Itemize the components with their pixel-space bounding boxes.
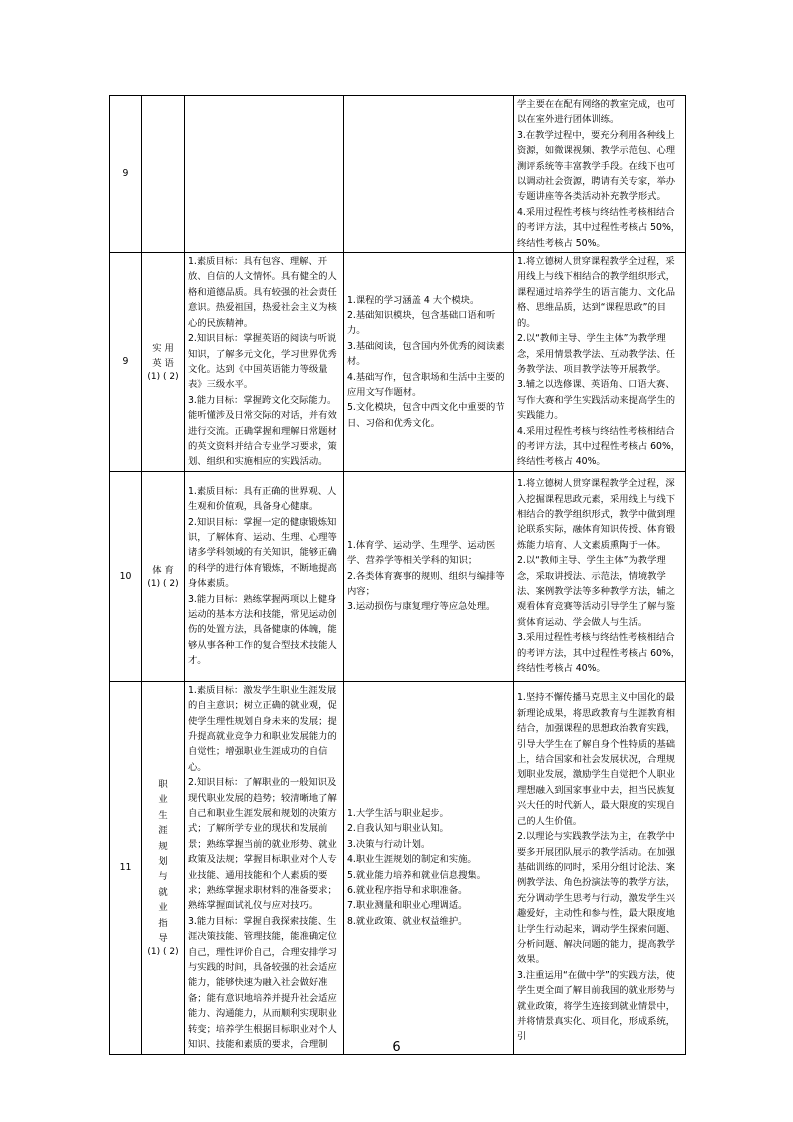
table-row	[110, 681, 686, 1054]
course-name: 体 育	[152, 564, 174, 576]
page-number: 6	[392, 1040, 401, 1055]
course-objectives	[185, 96, 344, 253]
course-name-cell	[142, 681, 185, 1054]
table-row	[110, 96, 686, 253]
course-content: 1.大学生活与职业起步。 2.自我认知与职业认知。 3.决策与行动计划。 4.职业生涯规划的制定和实施。 5.就业能力培养和就业信息搜集。 6.就业程序指导和求职准备。 7.职业测量和职业心理调适。 8.就业政策、就业权益维护。	[344, 681, 514, 1054]
course-name: 实 用 英 语	[152, 342, 174, 369]
course-content: 1.体育学、运动学、生理学、运动医学、营养学等相关学科的知识； 2.各类体育赛事的规则、组织与编排等内容； 3.运动损伤与康复理疗等应急处理。	[344, 471, 514, 681]
course-name-suffix: (1) ( 2)	[147, 947, 179, 958]
table-row	[110, 253, 686, 472]
course-name-cell	[142, 471, 185, 681]
course-name-cell	[142, 96, 185, 253]
course-name-cell	[142, 253, 185, 472]
teaching-requirements: 1.坚持不懈传播马克思主义中国化的最新理论成果，将思政教育与生涯教育相结合，加强课程的思想政治教育实践，引导大学生在了解自身个性特质的基础上，结合国家和社会发展状况，合理规划职业发展，激励学生自觉把个人职业理想融入到国家事业中去，担当民族复兴大任的时代新人，最大限度的实现自己的人生价值。 2.以理论与实践教学法为主，在教学中要多开展团队展示的教学活动。在加强基础训练的同时，采用分组讨论法、案例教学法、角色扮演法等的教学方法，充分调动学生思考与行动，激发学生兴趣爱好，主动性和参与性，最大限度地让学生行动起来，调动学生探索问题、分析问题、解决问题的能力，提高教学效果。 3.注重运用“在做中学”的实践方法，使学生更全面了解目前我国的就业形势与就业政策，将学生连接到就业情景中，并将情景真实化、项目化，形成系统，引	[514, 681, 686, 1054]
teaching-requirements: 学主要在在配有网络的教室完成，也可以在室外进行团体训练。 3.在教学过程中，要充分利用各种线上资源，如微课视频、教学示范包、心理测评系统等丰富教学手段。在线下也可以调动社会资源，聘请有关专家，举办专题讲座等各类活动补充教学形式。 4.采用过程性考核与终结性考核相结合的考评方法，其中过程性考核占 50%，终结性考核占 50%。	[514, 96, 686, 253]
course-objectives: 1.素质目标：激发学生职业生涯发展的自主意识；树立正确的就业观，促使学生理性规划自身未来的发展；提升提高就业竞争力和职业发展能力的自觉性；增强职业生涯成功的自信心。 2.知识目标：了解职业的一般知识及现代职业发展的趋势；较清晰地了解自己和职业生涯发展和规划的决策方式；了解所学专业的现状和发展前景；熟练掌握当前的就业形势、就业政策及法规；掌握目标职业对个人专业技能、通用技能和个人素质的要求；熟练掌握求职材料的准备要求；熟练掌握面试礼仪与应对技巧。 3.能力目标：掌握自我探索技能、生涯决策技能、管理技能，能准确定位自己，理性评价自己，合理安排学习与实践的时间，具备较强的社会适应能力，能够快速为融入社会做好准备；能有意识地培养并提升社会适应能力、沟通能力，从而顺利实现职业转变；培养学生根据目标职业对个人知识、技能和素质的要求，合理制	[185, 681, 344, 1054]
course-name-suffix: (1) ( 2)	[147, 372, 179, 383]
course-content: 1.课程的学习涵盖 4 大个模块。 2.基础知识模块，包含基础口语和听力。 3.基础阅读，包含国内外优秀的阅读素材。 4.基础写作，包含职场和生活中主要的应用文写作题材。 5.文化模块，包含中西文化中重要的节日、习俗和优秀文化。	[344, 253, 514, 472]
row-number: 10	[110, 471, 142, 681]
course-content	[344, 96, 514, 253]
table-row	[110, 471, 686, 681]
teaching-requirements: 1.将立德树人贯穿课程教学全过程，采用线上与线下相结合的教学组织形式，课程通过培养学生的语言能力、文化品格、思维品质，达到“课程思政”的目的。 2.以“教师主导、学生主体”为教学理念，采用情景教学法、互动教学法、任务教学法、项目教学法等开展教学。 3.辅之以选修课、英语角、口语大赛、写作大赛和学生实践活动来提高学生的实践能力。 4.采用过程性考核与终结性考核相结合的考评方法，其中过程性考核占 60%，终结性考核占 40%。	[514, 253, 686, 472]
curriculum-table	[109, 95, 686, 1055]
course-name-suffix: (1) ( 2)	[147, 578, 179, 589]
row-number: 9	[110, 96, 142, 253]
course-objectives: 1.素质目标：具有包容、理解、开放、自信的人文情怀。具有健全的人格和道德品质。具有较强的社会责任意识。热爱祖国，热爱社会主义为核心的民族精神。 2.知识目标：掌握英语的阅读与听说知识，了解多元文化，学习世界优秀文化。达到《中国英语能力等级量表》三级水平。 3.能力目标：掌握跨文化交际能力。能听懂涉及日常交际的对话，并有效进行交流。正确掌握和理解日常题材的英文资料并结合专业学习要求，策划、组织和实施相应的实践活动。	[185, 253, 344, 472]
teaching-requirements: 1.将立德树人贯穿课程教学全过程，深入挖掘课程思政元素，采用线上与线下相结合的教学组织形式，教学中做到理论联系实际，融体育知识传授、体育锻炼能力培育、人文素质熏陶于一体。 2.以“教师主导、学生主体”为教学理念，采取讲授法、示范法，情境教学法、案例教学法等多种教学方法，辅之观看体育竞赛等活动引导学生了解与鉴赏体育运动、学会做人与生活。 3.采用过程性考核与终结性考核相结合的考评方法，其中过程性考核占 60%，终结性考核占 40%。	[514, 471, 686, 681]
course-objectives: 1.素质目标：具有正确的世界观、人生观和价值观，具备身心健康。 2.知识目标：掌握一定的健康锻炼知识，了解体育、运动、生理、心理等诸多学科领域的有关知识，能够正确的科学的进行体育锻炼，不断地提高身体素质。 3.能力目标：熟练掌握两项以上健身运动的基本方法和技能，常见运动创伤的处置方法，具备健康的体魄，能够从事各种工作的复合型技术技能人才。	[185, 471, 344, 681]
row-number: 11	[110, 681, 142, 1054]
course-name: 职 业 生 涯 规 划 与 就 业 指 导	[158, 778, 168, 944]
row-number: 9	[110, 253, 142, 472]
